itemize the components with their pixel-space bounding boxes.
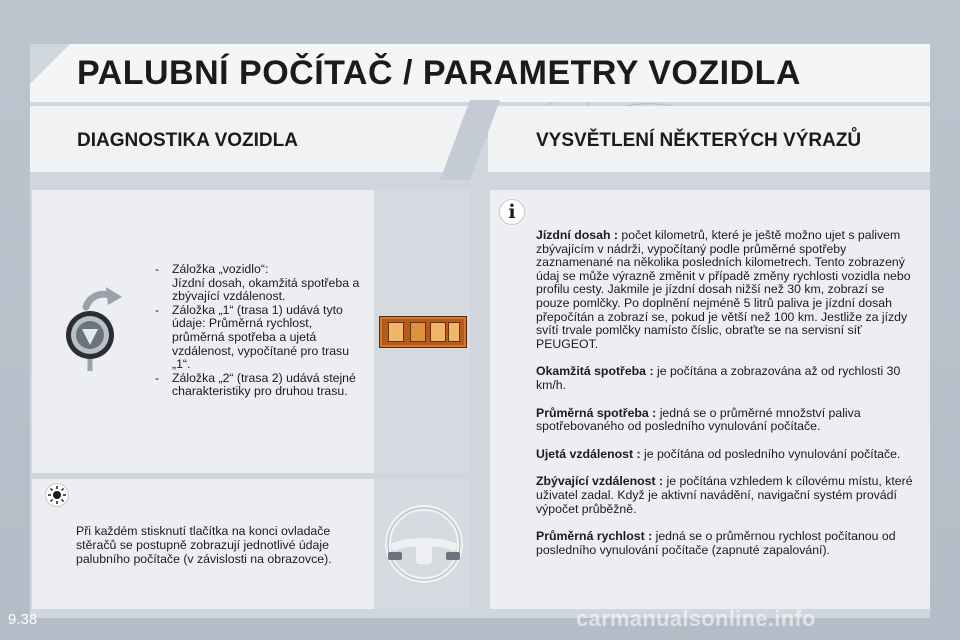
page-title: PALUBNÍ POČÍTAČ / PARAMETRY VOZIDLA xyxy=(77,54,801,92)
page-number: 9.38 xyxy=(8,611,38,628)
list-item: - Záložka „1“ (trasa 1) udává tyto údaje: Průměrná rychlost, průměrná spotřeba a ujetá vzdálenost, vypočítané pro trasu „1“. xyxy=(152,304,367,372)
trip-2-tab-icon xyxy=(448,322,460,342)
definition-item: Průměrná spotřeba : jedná se o průměrné množství paliva spotřebovaného od posledního vynulování počítače. xyxy=(536,405,861,434)
info-icon: i xyxy=(500,200,524,224)
trip-computer-display xyxy=(379,316,467,348)
definition-item: Průměrná rychlost : jedná se o průměrnou rychlost počítanou od posledního vynulování počítače (zapnuté zapalování). xyxy=(536,529,896,557)
definition-item: Jízdní dosah : počet kilometrů, které je ještě možno ujet s palivem zbývajícím v nádrži, vypočítaný podle průměrné spotřeby zaznamenané na několika posledních kilometrech. Tento zobrazený údaj se může výrazně změnit v případě změny rychlosti vozidla nebo profilu cesty. Jakmile je jízdní dosah nižší než 30 km, zobrazí se pouze pomlčky. Po doplnění nejméně 5 litrů paliva je jízdní dosah přepočítán a zobrazí se, pokud je větší než 100 km. Jestliže za jízdy svítí trvale pomlčky namísto číslic, obraťte se na servisní síť PEUGEOT. xyxy=(536,228,911,351)
tip-light-icon xyxy=(46,484,68,506)
watermark: carmanualsonline.info xyxy=(576,606,816,631)
fuel-pump-icon xyxy=(410,322,426,342)
right-section-heading: VYSVĚTLENÍ NĚKTERÝCH VÝRAZŮ xyxy=(536,130,862,151)
trip-1-tab-icon xyxy=(430,322,446,342)
list-item: - Záložka „2“ (trasa 2) udává stejné charakteristiky pro druhou trasu. xyxy=(152,372,367,399)
definition-item: Ujetá vzdálenost : je počítána od posledního vynulování počítače. xyxy=(536,446,901,461)
list-item: - Záložka „vozidlo“: Jízdní dosah, okamžitá spotřeba a zbývající vzdálenost. xyxy=(152,263,367,304)
definition-item: Okamžitá spotřeba : je počítána a zobrazována až od rychlosti 30 km/h. xyxy=(536,364,901,392)
steering-knob-illustration xyxy=(60,285,132,375)
steering-wheel-icon xyxy=(382,494,464,598)
tip-text: Při každém stisknutí tlačítka na konci ovladače stěračů se postupně zobrazují jednotlivé údaje palubního počítače (v závislosti na obrazovce). xyxy=(76,524,332,566)
definitions-list xyxy=(536,229,920,571)
vehicle-tab-icon xyxy=(388,322,404,342)
tab-list xyxy=(152,263,367,399)
left-section-heading: DIAGNOSTIKA VOZIDLA xyxy=(77,130,298,151)
definition-item: Zbývající vzdálenost : je počítána vzhledem k cílovému místu, které uživatel zadal. Když je aktivní navádění, navigační systém provádí výpočet průběžně. xyxy=(536,474,913,516)
